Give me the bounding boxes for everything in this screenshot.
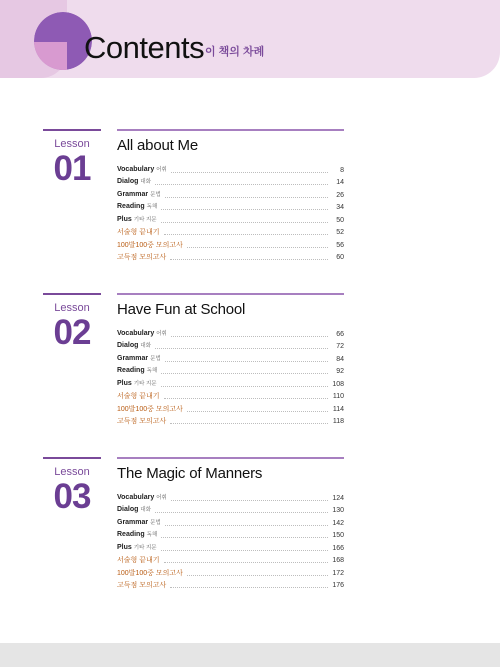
toc-item[interactable]: 고득점 모의고사 60	[117, 254, 344, 261]
unit-title[interactable]: The Magic of Manners	[117, 465, 263, 482]
page-number: 60	[336, 254, 344, 261]
lesson-section-1	[0, 129, 500, 279]
page-number: 168	[332, 557, 344, 564]
toc-item[interactable]: 서술형 끝내기 168	[117, 557, 344, 564]
lesson-section-3	[0, 457, 500, 607]
toc-item[interactable]: 100발100중 모의고사 56	[117, 241, 344, 249]
page-number: 150	[332, 532, 344, 539]
page-number: 66	[336, 330, 344, 338]
unit-divider	[117, 293, 344, 295]
lesson-divider	[43, 293, 101, 295]
page-number: 50	[336, 216, 344, 224]
toc-item[interactable]: Plus 기타 지문 166	[117, 543, 344, 552]
toc-item[interactable]: Plus 기타 지문 108	[117, 379, 344, 388]
toc-list	[117, 162, 344, 262]
toc-item[interactable]: Reading 독해 92	[117, 367, 344, 375]
page-number: 8	[340, 166, 344, 174]
lesson-divider	[43, 457, 101, 459]
toc-item[interactable]: Vocabulary 어휘 8	[117, 165, 344, 174]
toc-item[interactable]: Reading 독해 34	[117, 203, 344, 211]
toc-item[interactable]: Grammar 문법 142	[117, 518, 344, 527]
lesson-label: Lesson	[54, 466, 90, 478]
page-number: 118	[332, 418, 344, 425]
footer-bar	[0, 643, 500, 667]
toc-item[interactable]: Dialog 대화 14	[117, 178, 344, 186]
page-number: 130	[332, 507, 344, 514]
unit-title[interactable]: All about Me	[117, 137, 198, 154]
toc-list	[117, 490, 344, 590]
toc-item[interactable]: Grammar 문법 84	[117, 354, 344, 363]
lesson-number: 02	[53, 313, 91, 352]
page-number: 34	[336, 204, 344, 211]
page-number: 142	[332, 519, 344, 527]
header-banner	[0, 0, 500, 78]
toc-item[interactable]: 고득점 모의고사 176	[117, 582, 344, 589]
toc-item[interactable]: 고득점 모의고사 118	[117, 418, 344, 425]
page-number: 52	[336, 229, 344, 236]
toc-item[interactable]: Plus 기타 지문 50	[117, 215, 344, 224]
unit-divider	[117, 129, 344, 131]
lesson-number: 03	[53, 477, 91, 516]
toc-item[interactable]: 서술형 끝내기 110	[117, 393, 344, 400]
lesson-number: 01	[53, 149, 91, 188]
page-number: 166	[332, 544, 344, 552]
toc-item[interactable]: Dialog 대화 130	[117, 506, 344, 514]
toc-item[interactable]: 100발100중 모의고사 114	[117, 405, 344, 413]
page-number: 108	[332, 380, 344, 388]
page-number: 84	[336, 355, 344, 363]
lesson-label: Lesson	[54, 138, 90, 150]
toc-item[interactable]: Reading 독해 150	[117, 531, 344, 539]
page-number: 14	[336, 179, 344, 186]
toc-item[interactable]: 서술형 끝내기 52	[117, 229, 344, 236]
page-number: 56	[336, 241, 344, 249]
page-number: 72	[336, 343, 344, 350]
page-number: 110	[332, 393, 344, 400]
page-number: 92	[336, 368, 344, 375]
toc-list	[117, 326, 344, 426]
toc-item[interactable]: Grammar 문법 26	[117, 190, 344, 199]
unit-divider	[117, 457, 344, 459]
lesson-section-2	[0, 293, 500, 443]
toc-item[interactable]: Vocabulary 어휘 124	[117, 493, 344, 502]
lesson-divider	[43, 129, 101, 131]
page-number: 114	[332, 405, 344, 413]
page-number: 172	[332, 569, 344, 577]
page-number: 124	[332, 494, 344, 502]
unit-title[interactable]: Have Fun at School	[117, 301, 246, 318]
page-subtitle: 이 책의 차례	[205, 46, 265, 58]
toc-item[interactable]: 100발100중 모의고사 172	[117, 569, 344, 577]
toc-item[interactable]: Dialog 대화 72	[117, 342, 344, 350]
lesson-label: Lesson	[54, 302, 90, 314]
page-number: 26	[336, 191, 344, 199]
page-title: Contents	[84, 30, 205, 65]
toc-item[interactable]: Vocabulary 어휘 66	[117, 329, 344, 338]
page-number: 176	[332, 582, 344, 589]
